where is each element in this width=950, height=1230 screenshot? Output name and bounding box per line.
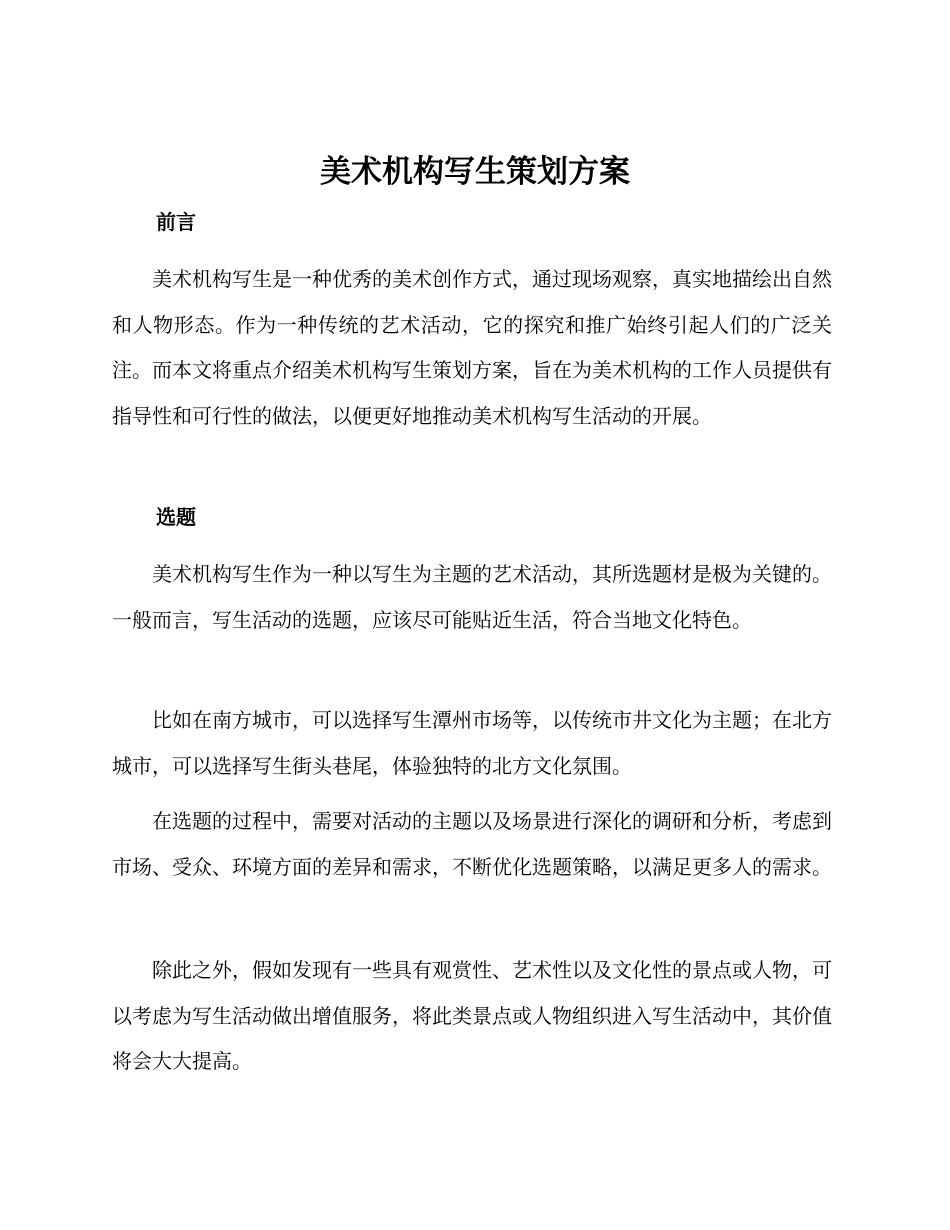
section-heading-topic: 选题	[156, 505, 196, 529]
paragraph-topic-3: 在选题的过程中，需要对活动的主题以及场景进行深化的调研和分析，考虑到市场、受众、环境方面的差异和需求，不断优化选题策略，以满足更多人的需求。	[112, 809, 832, 879]
section-heading-preface: 前言	[156, 210, 196, 234]
paragraph-preface-1: 美术机构写生是一种优秀的美术创作方式，通过现场观察，真实地描绘出自然和人物形态。作为一种传统的艺术活动，它的探究和推广始终引起人们的广泛关注。而本文将重点介绍美术机构写生策划方案，旨在为美术机构的工作人员提供有指导性和可行性的做法，以便更好地推动美术机构写生活动的开展。	[112, 267, 832, 428]
paragraph-topic-2: 比如在南方城市，可以选择写生潭州市场等，以传统市井文化为主题；在北方城市，可以选择写生街头巷尾，体验独特的北方文化氛围。	[112, 708, 832, 778]
paragraph-topic-1: 美术机构写生作为一种以写生为主题的艺术活动，其所选题材是极为关键的。一般而言，写生活动的选题，应该尽可能贴近生活，符合当地文化特色。	[112, 562, 832, 632]
paragraph-topic-4: 除此之外，假如发现有一些具有观赏性、艺术性以及文化性的景点或人物，可以考虑为写生活动做出增值服务，将此类景点或人物组织进入写生活动中，其价值将会大大提高。	[112, 958, 832, 1073]
document-title: 美术机构写生策划方案	[320, 154, 630, 190]
